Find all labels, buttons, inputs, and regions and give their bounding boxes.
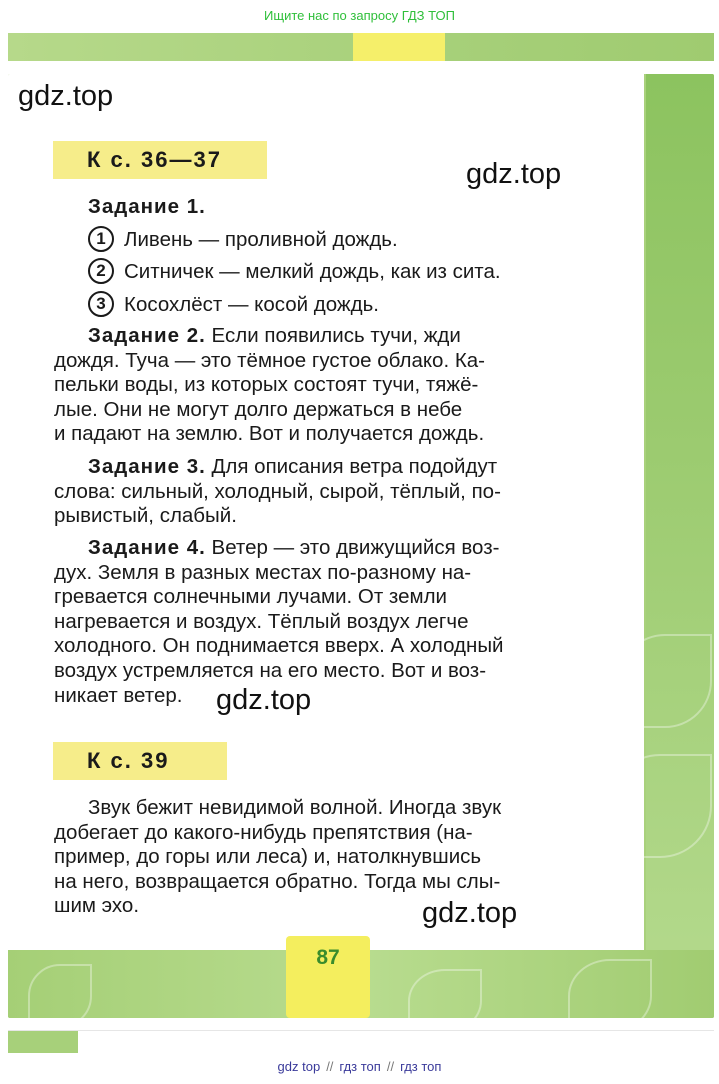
item-text: Ситничек — мелкий дождь, как из сита.	[124, 260, 501, 283]
paragraph-line: нагревается и воздух. Тёплый воздух легче	[54, 609, 469, 633]
leaf-decor	[408, 969, 482, 1018]
top-banner[interactable]: Ищите нас по запросу ГДЗ ТОП	[264, 8, 455, 23]
number-circle: 1	[88, 226, 114, 252]
paragraph-line: дух. Земля в разных местах по-разному на-	[54, 560, 472, 584]
task-title: Задание 3.	[88, 455, 206, 478]
page-number: 87	[286, 936, 370, 1018]
paragraph-line: холодного. Он поднимается вверх. А холодный	[54, 634, 504, 658]
footer-link[interactable]: гдз топ	[400, 1059, 442, 1074]
leaf-decor	[568, 959, 652, 1018]
footer-links	[0, 1056, 719, 1078]
task-1-title	[54, 195, 610, 220]
watermark: gdz.top	[422, 897, 518, 929]
footer-link[interactable]: gdz top	[277, 1059, 321, 1074]
task-4-paragraph	[54, 536, 610, 708]
paragraph-line: дождя. Туча — это тёмное густое облако. Ка-	[54, 348, 486, 372]
paragraph-line: лые. Они не могут долго держаться в небе	[54, 397, 463, 421]
item-text: Косохлёст — косой дождь.	[124, 293, 379, 316]
textbook-page	[8, 74, 714, 1018]
task-1-item	[88, 225, 398, 255]
paragraph-line	[54, 324, 610, 349]
watermark: gdz.top	[18, 80, 114, 112]
paragraph-line: пельки воды, из которых состоят тучи, тяжё-	[54, 373, 479, 397]
task-3-paragraph	[54, 455, 610, 529]
paragraph-line: гревается солнечными лучами. От земли	[54, 585, 448, 609]
next-page-card	[8, 1030, 714, 1059]
paragraph-line: слова: сильный, холодный, сырой, тёплый, по-	[54, 479, 501, 503]
watermark: gdz.top	[466, 158, 562, 190]
paragraph-line: воздух устремляется на его место. Вот и воз-	[54, 658, 487, 682]
echo-paragraph	[54, 796, 610, 919]
paragraph-line: рывистый, слабый.	[54, 504, 237, 528]
task-title: Задание 4.	[88, 536, 206, 559]
section-label: К с. 36—37	[53, 141, 267, 179]
section-label: К с. 39	[53, 742, 227, 780]
watermark: gdz.top	[216, 684, 312, 716]
paragraph-text: Ветер — это движущийся воз-	[205, 536, 500, 559]
footer-separator: //	[386, 1059, 395, 1074]
paragraph-line	[54, 455, 610, 480]
paragraph-line: добегает до какого-нибудь препятствия (на-	[54, 820, 473, 844]
paragraph-line: шим эхо.	[54, 894, 140, 918]
paragraph-text: Если появились тучи, жди	[205, 324, 461, 347]
paragraph-line: на него, возвращается обратно. Тогда мы слы-	[54, 869, 501, 893]
task-title: Задание 2.	[88, 324, 206, 347]
leaf-decor	[28, 964, 92, 1018]
task-1-item	[88, 257, 501, 287]
paragraph-line: Звук бежит невидимой волной. Иногда звук	[88, 796, 502, 819]
number-circle: 3	[88, 291, 114, 317]
next-page-decor	[8, 1031, 78, 1053]
previous-page-strip	[8, 33, 714, 61]
paragraph-line: и падают на землю. Вот и получается дождь.	[54, 422, 485, 446]
paragraph-line	[54, 536, 610, 561]
footer-link[interactable]: гдз топ	[339, 1059, 381, 1074]
footer-separator: //	[326, 1059, 334, 1074]
number-circle: 2	[88, 258, 114, 284]
task-2-paragraph	[54, 324, 610, 447]
page-paper	[8, 74, 644, 950]
paragraph-line: никает ветер.	[54, 683, 183, 707]
task-title: Задание 1.	[88, 195, 206, 218]
item-text: Ливень — проливной дождь.	[124, 228, 398, 251]
page-decor-right	[646, 74, 714, 1018]
paragraph-line: пример, до горы или леса) и, натолкнувшись	[54, 845, 482, 869]
task-1-item	[88, 290, 379, 320]
paragraph-text: Для описания ветра подойдут	[205, 455, 498, 478]
previous-page-number-tab	[353, 33, 445, 61]
